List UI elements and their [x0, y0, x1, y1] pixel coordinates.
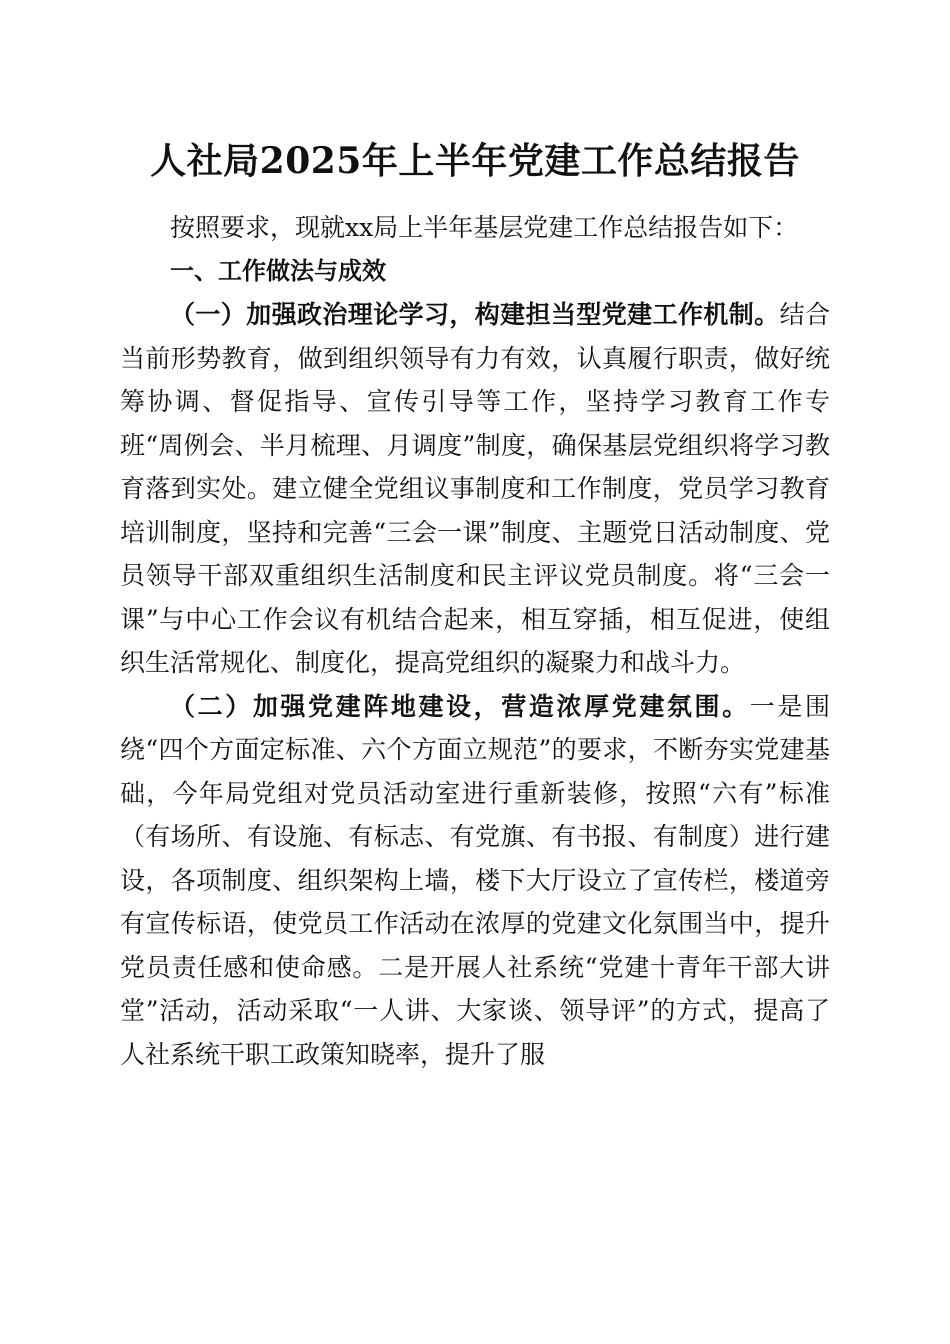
section-heading: 一、工作做法与成效: [170, 256, 386, 285]
paragraph-lead: （一）加强政治理论学习，构建担当型党建工作机制。: [170, 300, 780, 329]
document-body: [120, 206, 830, 1076]
paragraph-item-2: [120, 685, 830, 1077]
paragraph-lead: （二）加强党建阵地建设，营造浓厚党建氛围。: [170, 691, 750, 721]
paragraph-body: 一是围绕“四个方面定标准、六个方面立规范”的要求，不断夯实党建基础，今年局党组对党员活动室进行重新装修，按照“六有”标准（有场所、有设施、有标志、有党旗、有书报、有制度）进行建设，各项制度、组织架构上墙，楼下大厅设立了宣传栏，楼道旁有宣传标语，使党员工作活动在浓厚的党建文化氛围当中，提升党员责任感和使命感。二是开展人社系统“党建十青年干部大讲堂”活动，活动采取“一人讲、大家谈、领导评”的方式，提高了人社系统干职工政策知晓率，提升了服: [120, 691, 830, 1069]
intro-paragraph: 按照要求，现就xx局上半年基层党建工作总结报告如下：: [170, 213, 799, 242]
document-title: 人社局2025年上半年党建工作总结报告: [150, 140, 800, 182]
paragraph-item-1: [120, 293, 830, 685]
paragraph-body: 结合当前形势教育，做到组织领导有力有效，认真履行职责，做好统筹协调、督促指导、宣传引导等工作，坚持学习教育工作专班“周例会、半月梳理、月调度”制度，确保基层党组织将学习教育落到实处。建立健全党组议事制度和工作制度，党员学习教育培训制度，坚持和完善“三会一课”制度、主题党日活动制度、党员领导干部双重组织生活制度和民主评议党员制度。将“三会一课”与中心工作会议有机结合起来，相互穿插，相互促进，使组织生活常规化、制度化，提高党组织的凝聚力和战斗力。: [120, 300, 830, 677]
